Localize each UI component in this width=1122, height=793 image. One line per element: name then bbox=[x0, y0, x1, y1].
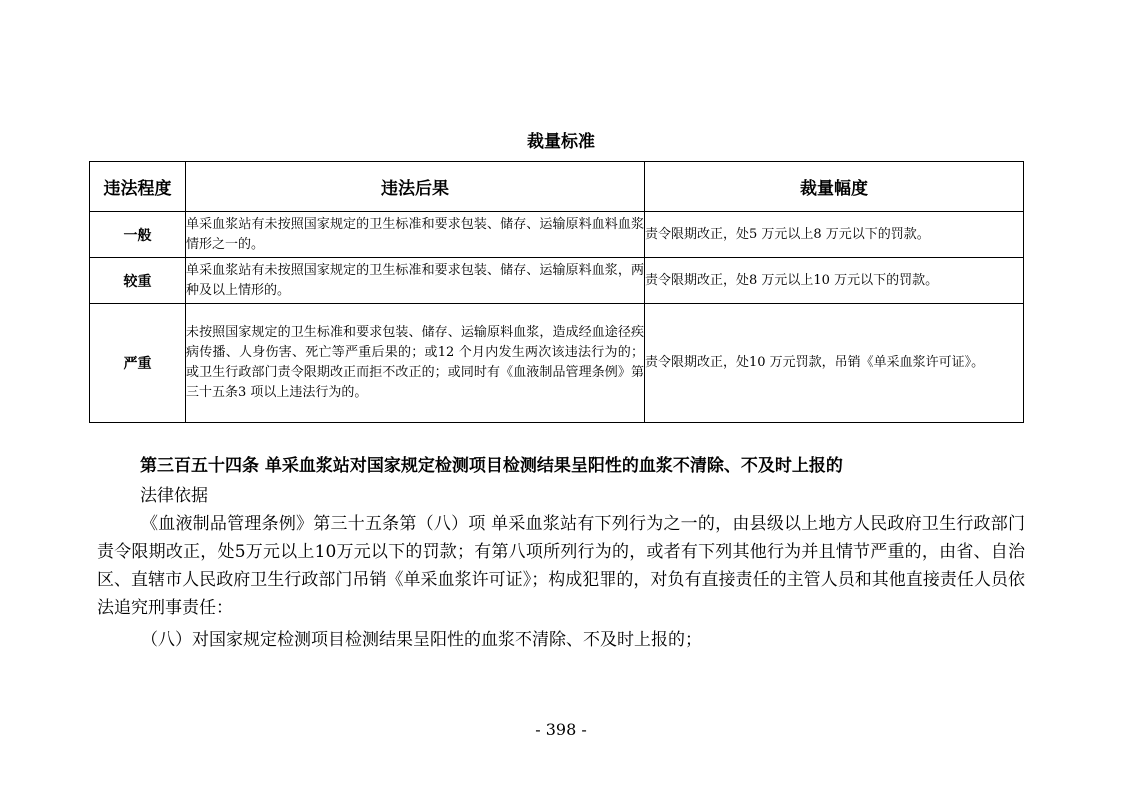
consequence-cell: 单采血浆站有未按照国家规定的卫生标准和要求包装、储存、运输原料血料血浆情形之一的。 bbox=[186, 212, 645, 258]
penalty-cell: 责令限期改正，处5 万元以上8 万元以下的罚款。 bbox=[645, 212, 1024, 258]
header-degree: 违法程度 bbox=[90, 162, 186, 212]
article-heading: 第三百五十四条 单采血浆站对国家规定检测项目检测结果呈阳性的血浆不清除、不及时上报的 bbox=[140, 456, 843, 476]
table-header-row bbox=[90, 162, 1024, 212]
legal-basis-paragraph: 《血液制品管理条例》第三十五条第（八）项 单采血浆站有下列行为之一的，由县级以上地方人民政府卫生行政部门责令限期改正，处5万元以上10万元以下的罚款；有第八项所列行为的，或者有下列其他行为并且情节严重的，由省、自治区、直辖市人民政府卫生行政部门吊销《单采血浆许可证》；构成犯罪的，对负有直接责任的主管人员和其他直接责任人员依法追究刑事责任： bbox=[97, 514, 1025, 618]
header-penalty: 裁量幅度 bbox=[645, 162, 1024, 212]
table-caption: 裁量标准 bbox=[527, 132, 595, 152]
discretion-standard-table bbox=[89, 161, 1024, 423]
table-row bbox=[90, 212, 1024, 258]
penalty-cell: 责令限期改正，处8 万元以上10 万元以下的罚款。 bbox=[645, 258, 1024, 304]
consequence-cell: 单采血浆站有未按照国家规定的卫生标准和要求包装、储存、运输原料血浆，两种及以上情形的。 bbox=[186, 258, 645, 304]
table-row bbox=[90, 304, 1024, 423]
table-row bbox=[90, 258, 1024, 304]
page-number: - 398 - bbox=[535, 720, 587, 739]
legal-basis-subheading: 法律依据 bbox=[140, 486, 208, 506]
header-consequence: 违法后果 bbox=[186, 162, 645, 212]
legal-basis-item: （八）对国家规定检测项目检测结果呈阳性的血浆不清除、不及时上报的； bbox=[141, 630, 702, 650]
penalty-cell: 责令限期改正，处10 万元罚款，吊销《单采血浆许可证》。 bbox=[645, 304, 1024, 423]
consequence-cell: 未按照国家规定的卫生标准和要求包装、储存、运输原料血浆，造成经血途径疾病传播、人身伤害、死亡等严重后果的；或12 个月内发生两次该违法行为的；或卫生行政部门责令限期改正而拒不改正的；或同时有《血液制品管理条例》第三十五条3 项以上违法行为的。 bbox=[186, 304, 645, 423]
degree-cell: 较重 bbox=[90, 258, 186, 304]
degree-cell: 一般 bbox=[90, 212, 186, 258]
degree-cell: 严重 bbox=[90, 304, 186, 423]
